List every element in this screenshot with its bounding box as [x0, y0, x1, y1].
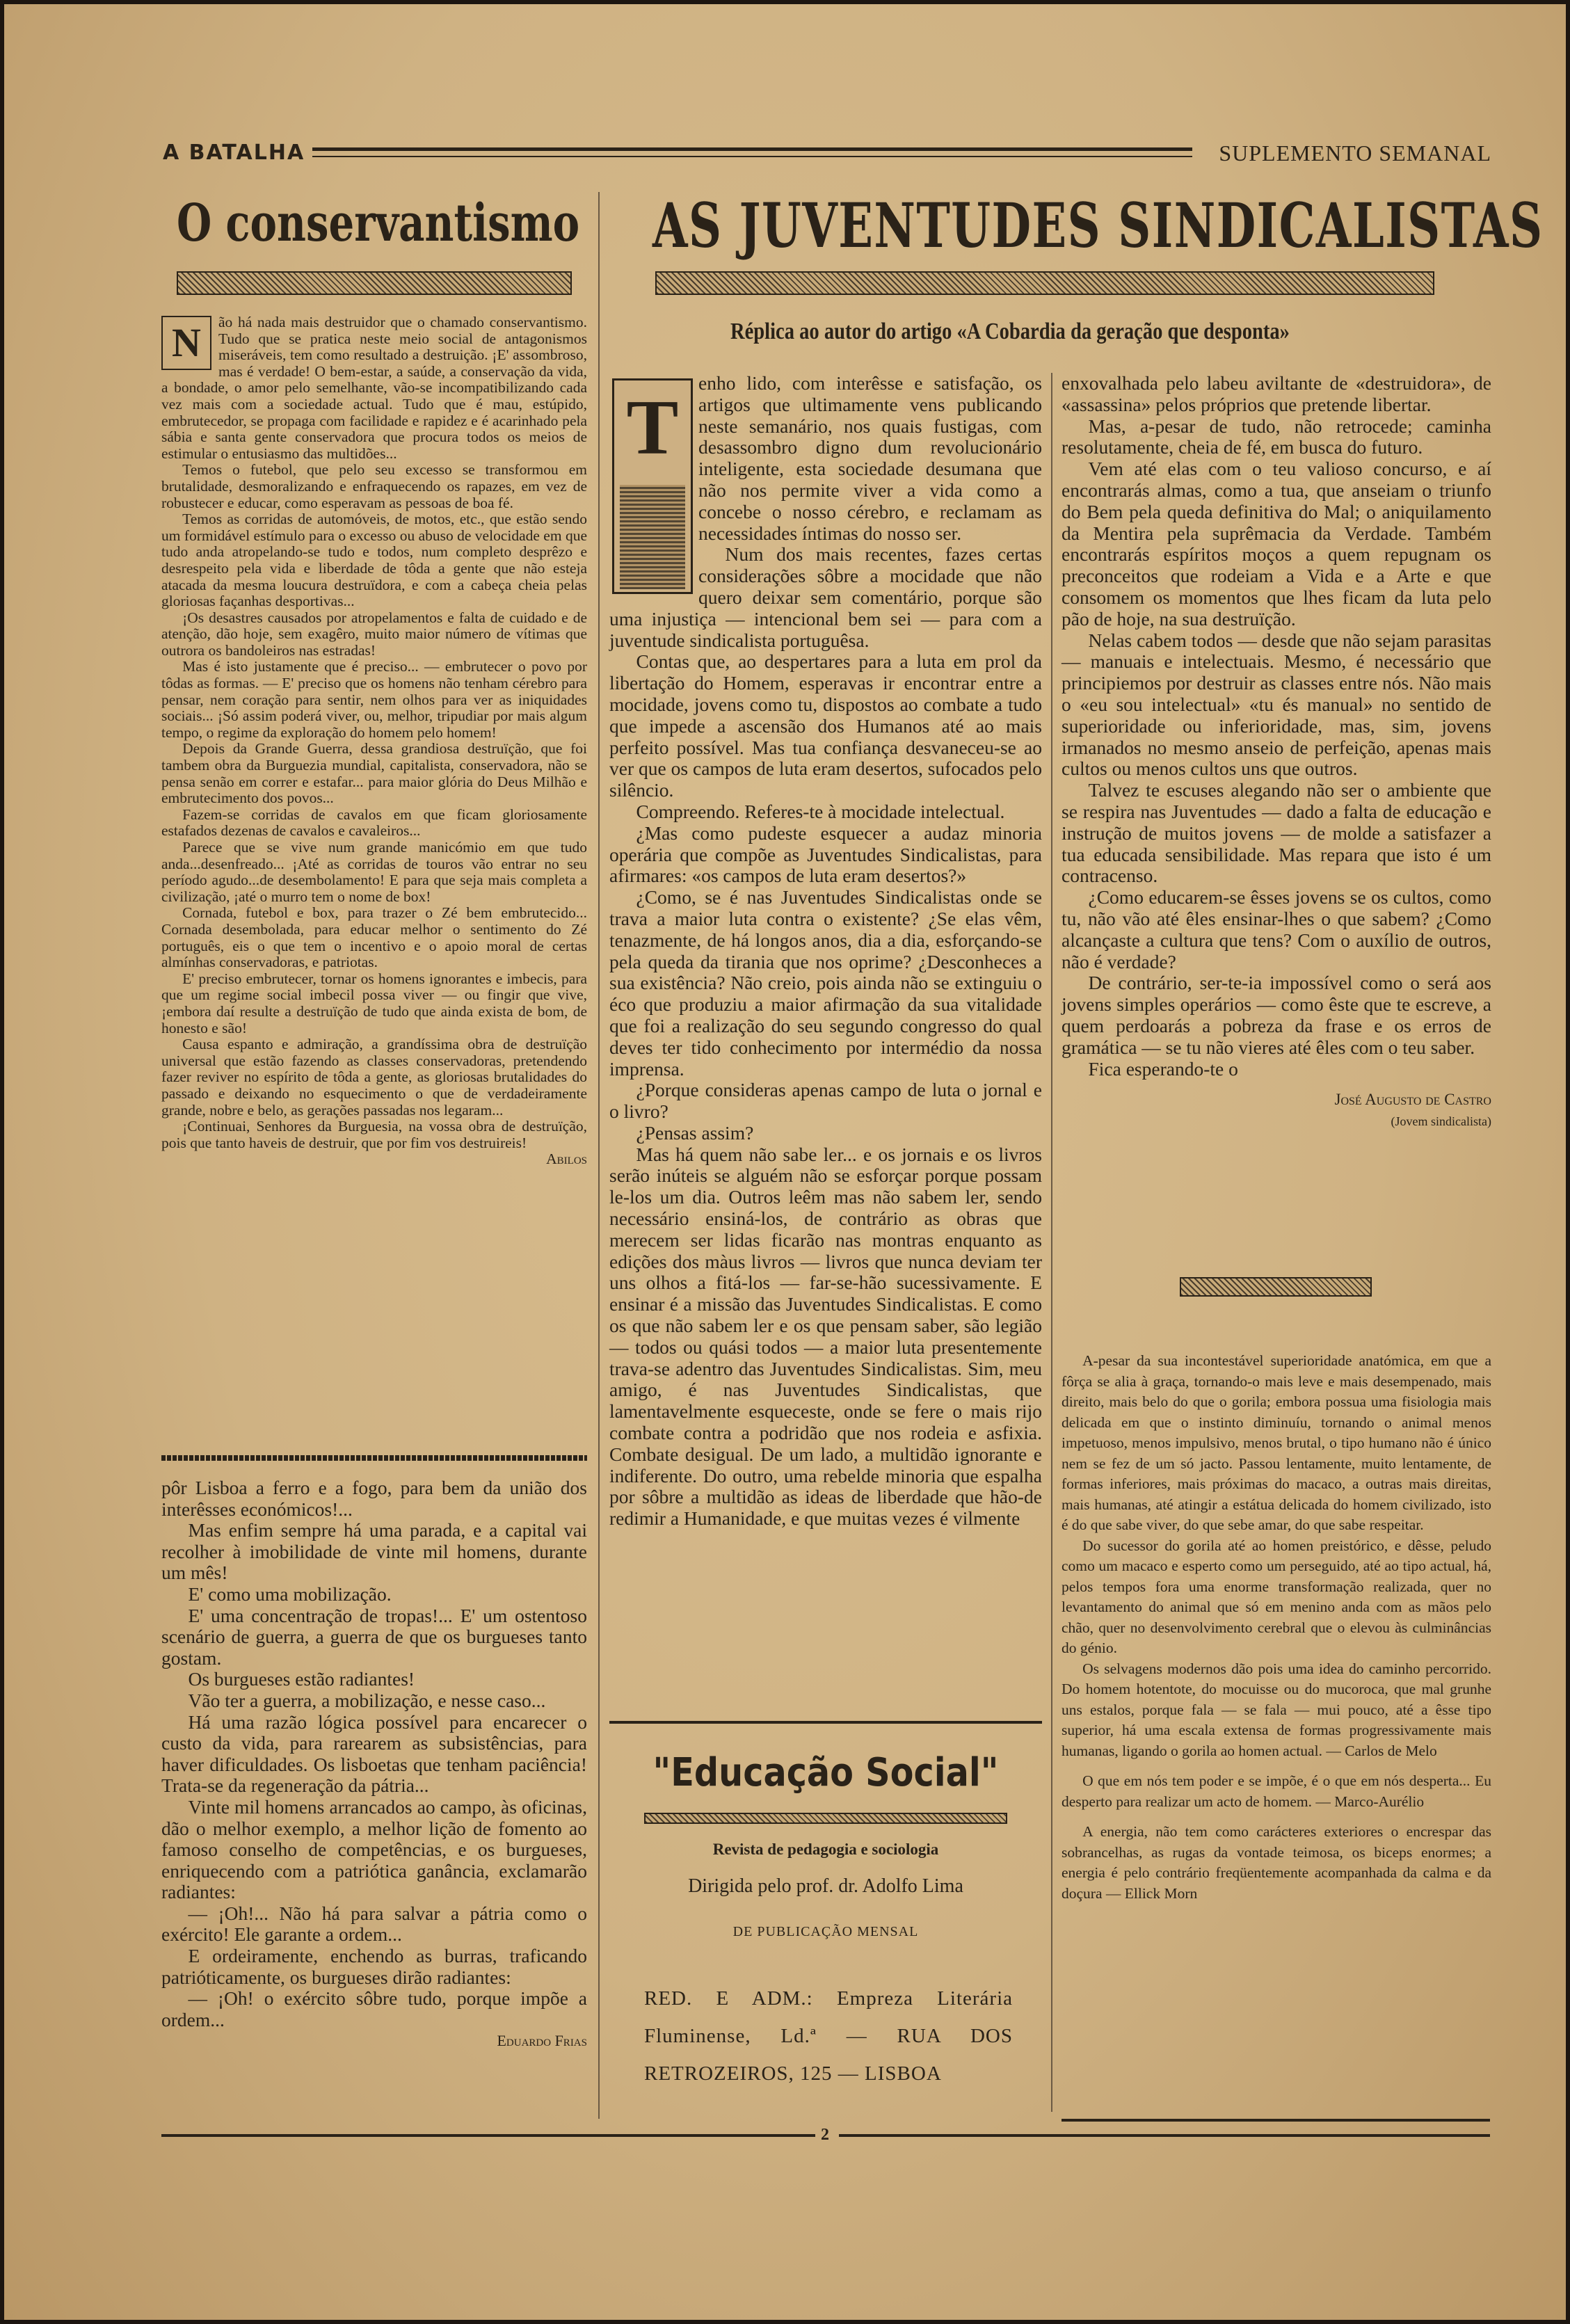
notes-section: [1062, 1351, 1491, 1904]
article3-title: AS JUVENTUDES SINDICALISTAS: [652, 189, 1544, 262]
note-paragraph: A-pesar da sua incontestável superioridade anatómica, em que a fôrça se alia à graça, tornando-o mais leve e mais desempenado, mais direito, mais belo do que o gorila; embora possua uma fisiologia mais delicada em que o instinto diminuíu, tornando o animal menos impetuoso, menos impulsivo, menos brutal, o tipo humano não é único nem se fez de um só jacto. Passou lentamente, muito lentamente, de formas inferiores, mais próximas do macaco, a outras mais direitas, mais humanas, até atingir a estátua delicada do homem civilizado, isto é do que sabe viver, do que sebe amar, do que sabe respeitar.: [1062, 1352, 1491, 1533]
page-number: 2: [821, 2126, 829, 2144]
advert-educacao-social: [609, 1722, 1042, 2112]
article2-paragraph: Mas enfim sempre há uma parada, e a capital vai recolher à imobilidade de vinte mil homens, durante um mês!: [161, 1519, 587, 1584]
article3-paragraph: De contrário, ser-te-ia impossível como o será aos jovens simples operários — como êste que te escreve, a quem perdoarás a pobreza da frase e os erros de gramática — se tu não vieres até êles com o teu saber.: [1062, 972, 1491, 1058]
article1-paragraph: Causa espanto e admiração, a grandíssima obra de destruïção universal que estão fazendo as classes conservadoras, pretendendo fazer reviver no espírito de tôda a gente, as gloriosas brutalidades do passado e deixando no esquecimento o que de verdadeiramente grande, nobre e belo, as gerações passadas nos legaram...: [161, 1036, 587, 1119]
article1-paragraph: ¡Continuai, Senhores da Burguesia, na vossa obra de destruïção, pois que tanto haveis de destruir, que por fim vos destruireis!: [161, 1118, 587, 1151]
article2-paragraph: E' como uma mobilização.: [188, 1582, 392, 1605]
note-paragraph: Os selvagens modernos dão pois uma idea do caminho percorrido. Do homem hotentote, do mocuisse ou do mucoroca, que mal grunhe uns estalos, porque fala — se fala — mui pouco, até a êsse tipo superior, há uma escala extensa de formas progressivamente mais humanas, ligando o gorila ao homen actual. — Carlos de Melo: [1062, 1660, 1491, 1759]
article3-subtitle: Réplica ao autor do artigo «A Cobardia da geração que desponta»: [730, 319, 1290, 344]
advert-title-ornament: [644, 1813, 1007, 1824]
article3-paragraph: Talvez te escuses alegando não ser o ambiente que se respira nas Juventudes — dado a falta de educação e instrução de muitos jovens — de molde a satisfazer a tua educada sensibilidade. Mas repara que isto é um contracenso.: [1062, 779, 1491, 887]
masthead-rule: [312, 147, 1192, 157]
note-paragraph: O que em nós tem poder e se impõe, é o que em nós desperta... Eu desperto para realizar um acto de homem. — Marco-Aurélio: [1062, 1772, 1491, 1810]
article3-paragraph: Num dos mais recentes, fazes certas considerações sôbre a mocidade que não quero deixar sem comentário, porque são uma injustiça — intencional bem sei — para com a juventude sindicalista portuguêsa.: [609, 543, 1042, 651]
article3-paragraph: Mas, a-pesar de tudo, não retrocede; caminha resolutamente, cheia de fé, em busca do futuro.: [1062, 415, 1491, 458]
article1-paragraph: ão há nada mais destruidor que o chamado conservantismo. Tudo que se pratica neste meio social de antagonismos miseráveis, tem como resultado a destruição. ¡E' assombroso, mas é verdade! O bem-estar, a saúde, a conservação da vida, a bondade, o amor pelo semelhante, vão-se incompatibilizando cada vez mais com a sociedade actual. Tudo que é mau, estúpido, embrutecedor, se propaga com facilidade e rapidez e é acarinhado pela sábia e santa gente conservadora que procura todos os meios de estimular o entusiasmo das multidões...: [161, 314, 587, 462]
article1-paragraph: E' preciso embrutecer, tornar os homens ignorantes e imbecis, para que um regime social imbecil possa viver — ou fingir que vive, ¡embora daí resulte a destruïção de tudo que ainda exista de bom, de honesto e são!: [161, 970, 587, 1036]
masthead-supplement: SUPLEMENTO SEMANAL: [1219, 141, 1491, 166]
article3-title-ornament: [655, 271, 1434, 295]
article1-paragraph: Cornada, futebol e box, para trazer o Zé bem embrutecido... Cornada desembolada, para educar melhor o sentimento do Zé português, eis o que tem o incentivo e o apoio moral de certas almínhas conservadoras, e patriotas.: [161, 904, 587, 971]
article3-signature-note: (Jovem sindicalista): [1391, 1114, 1491, 1129]
article2-paragraph: E ordeiramente, enchendo as burras, traficando patrióticamente, os burgueses dirão radiantes:: [161, 1945, 587, 1988]
article2-signature: Eduardo Frias: [497, 2032, 587, 2050]
article1-dropcap: N: [161, 316, 211, 370]
article3-dropcap: T: [626, 385, 679, 471]
article1-paragraph: Temos o futebol, que pelo seu excesso se transformou em brutalidade, desmoralizando e enfraquecendo os rapazes, em vez de robustecer e educar, como esperavam as pessoas de boa fé.: [161, 461, 587, 511]
article1-paragraph: Parece que se vive num grande manicómio em que tudo anda...desenfreado... ¡Até as corridas de touros vão entrar no seu período agudo...de desembolamento! E para que seja mais completa a civilização, ¡até o murro tem o nome de box!: [161, 839, 587, 905]
masthead: [163, 141, 1491, 168]
article2-paragraph: Vão ter a guerra, a mobilização, e nesse caso...: [188, 1689, 546, 1711]
article2-paragraph: Vinte mil homens arrancados ao campo, às oficinas, dão o melhor exemplo, a melhor lição de fomento ao famoso conselho de competências, e os burgueses, enriquecendo com a patriótica ganância, exclamarão radiantes:: [161, 1795, 587, 1903]
article3-paragraph: enho lido, com interêsse e satisfação, os artigos que ultimamente vens publicando neste semanário, nos quais fustigas, com desassombro digno dum revolucionário inteligente, esta sociedade desumana que não nos permite viver a vida como a concebe o nosso cérebro, e reclamam as necessidades íntimas do nosso ser.: [698, 372, 1042, 544]
article3-paragraph: ¿Como educarem-se êsses jovens se os cultos, como tu, não vão até êles ensinar-lhes o que sabem? ¿Como alcançaste a cultura que tens? Com o auxílio de outros, não é verdade?: [1062, 886, 1491, 972]
advert-frequency: DE PUBLICAÇÃO MENSAL: [732, 1924, 919, 1939]
article-separator: [161, 1455, 587, 1461]
masthead-title: A BATALHA: [163, 141, 305, 165]
advert-address: RED. E ADM.: Empreza Literária Fluminense, Ld.ª — RUA DOS RETROZEIROS, 125 — LISBOA: [644, 1987, 1013, 2085]
article1-paragraph: Mas é isto justamente que é preciso... — embrutecer o povo por tôdas as formas. — E' preciso que os homens não tenham cérebro para pensar, nem coração para sentir, nem olhos para ver as iniquidades sociais... ¡Só assim poderá viver, ou, melhor, tripudiar por mais algum tempo, o regime da exploração do homem pelo homem!: [161, 658, 587, 741]
footer-rule-right: [839, 2134, 1490, 2137]
article3-signature: José Augusto de Castro: [1334, 1091, 1491, 1109]
note-paragraph: A energia, não tem como carácteres exteriores o encrespar das sobrancelhas, as rugas da vontade teimosa, os biceps enormes; a energia é pelo contrário freqüentemente acompanhada da calma e da doçura — Ellick Morn: [1062, 1823, 1491, 1902]
article1-signature: Abilos: [546, 1151, 587, 1168]
article3-body-col2: [609, 373, 1042, 1530]
dropcap-spacer: [609, 373, 698, 598]
article2-paragraph: pôr Lisboa a ferro e a fogo, para bem da união dos interêsses económicos!...: [161, 1477, 587, 1520]
article3-paragraph: Mas há quem não sabe ler... e os jornais e os livros serão inúteis se alguém não se esforçar porque possam le-los um dia. Outros leêm mas não sabem ler, sendo necessário ensiná-los, de contrário as obras que merecem ser lidas ficarão nas montras enquanto as edições dos màus livros — livros que nunca deviam ter uns olhos a fitá-los — far-se-hão sucessivamente. E ensinar é a missão das Juventudes Sindicalistas. E como os que não sabem ler e os que pensam saber, são legião — todos ou quási todos — a maior luta presentemente trava-se adentro das Juventudes Sindicalistas. Sim, meu amigo, é nas Juventudes Sindicalistas, que lamentavelmente esqueceste, onde se fere o mais rijo combate contra a podridão que nos rodeia e asfixia. Combate desigual. De um lado, a multidão ignorante e indiferente. Do outro, uma rebelde minoria que espalha por sôbre a multidão as ideas de liberdade que hão-de redimir a Humanidade, e que muitas vezes é vilmente: [609, 1143, 1042, 1530]
article3-paragraph: Compreendo. Referes-te à mocidade intelectual.: [636, 800, 1005, 822]
article3-paragraph: Fica esperando-te o: [1088, 1057, 1238, 1080]
article3-paragraph: ¿Porque consideras apenas campo de luta o jornal e o livro?: [609, 1079, 1042, 1123]
article3-paragraph: Contas que, ao despertares para a luta em prol da libertação do Homem, esperavas ir encontrar entre a mocidade, jovens como tu, dispostos ao combate a tudo que impede a ascensão dos Humanos até ao mais perfeito possível. Mas tua confiança desvaneceu-se ao ver que os campos de luta eram desertos, sufocados pelo silêncio.: [609, 650, 1042, 801]
article1-paragraph: Depois da Grande Guerra, dessa grandiosa destruïção, que foi tambem obra da Burguezia mundial, capitalista, conservadora, não se pensa senão em correr e estafar... para maior glória do Deus Milhão e embrutecimento dos povos...: [161, 740, 587, 807]
notes-ornament: [1180, 1277, 1372, 1297]
article2-paragraph: E' uma concentração de tropas!... E' um ostentoso scenário de guerra, a guerra de que os burgueses tanto gostam.: [161, 1604, 587, 1669]
article2-paragraph: — ¡Oh!... Não há para salvar a pátria como o exército! Ele garante a ordem...: [161, 1902, 587, 1946]
footer-rule-right-top: [1062, 2119, 1490, 2122]
article3-body-col3: [1062, 373, 1491, 1132]
article1-paragraph: ¡Os desastres causados por atropelamentos e falta de cuidado e de atenção, dão hoje, sem exagêro, muito maior número de vítimas que outrora os bandoleiros nas estradas!: [161, 609, 587, 659]
article3-paragraph: Nelas cabem todos — desde que não sejam parasitas — manuais e intelectuais. Mesmo, é necessário que principiemos por destruir as classes entre nós. Não mais o «eu sou intelectual» «tu és manual» no sentido de superioridade ou inferioridade, mas, sim, jovens irmanados no mesmo anseio de perfeição, apenas mais cultos ou menos cultos uns que outros.: [1062, 629, 1491, 780]
article2-paragraph: Há uma razão lógica possível para encarecer o custo da vida, para rarearem as subsistências, para haver dificuldades. Os lisboetas que tenham paciência! Trata-se da regeneração da pátria...: [161, 1710, 587, 1797]
article1-paragraph: Fazem-se corridas de cavalos em que ficam gloriosamente estafados dezenas de cavalos e cavaleiros...: [161, 806, 587, 840]
article1-paragraph: Temos as corridas de automóveis, de motos, etc., que estão sendo um formidável estímulo para o excesso ou abuso de velocidade em que tudo anda atropelando-se tudo e todos, num completo desprêzo e desrespeito pela vida e liberdade de tôda a gente que não esteja atacada da mesma loucura destruïdora, e com a cabeça cheia pelas gloriosas façanhas desportivas...: [161, 511, 587, 610]
article3-paragraph: ¿Mas como pudeste esquecer a audaz minoria operária que compõe as Juventudes Sindicalistas, para afirmares: «os campos de luta eram desertos?»: [609, 822, 1042, 887]
article1-title: O conservantismo: [177, 193, 580, 253]
article2-paragraph: Os burgueses estão radiantes!: [188, 1668, 415, 1690]
article1-body: [161, 314, 587, 1168]
advert-subtitle: Revista de pedagogia e sociologia: [712, 1841, 939, 1858]
column-rule-right: [1051, 373, 1052, 2112]
advert-director: Dirigida pelo prof. dr. Adolfo Lima: [688, 1875, 963, 1897]
article2-paragraph: — ¡Oh! o exército sôbre tudo, porque impõe a ordem...: [161, 1987, 587, 2030]
article1-title-ornament: [177, 271, 572, 295]
article3-paragraph: ¿Como, se é nas Juventudes Sindicalistas onde se trava a maior luta contra o existente? ¿Se elas vêm, tenazmente, de há longos anos, dia a dia, esforçando-se pela queda da tirania que nos oprime? ¿Desconheces a sua existência? Não creio, pois ainda não se extinguiu o éco que produziu a maior afirmação da sua vitalidade que foi a realização do seu segundo congresso do qual deves ter tido conhecimento por intermédio da nossa imprensa.: [609, 886, 1042, 1080]
column-rule-left: [598, 192, 600, 2119]
note-paragraph: Do sucessor do gorila até ao homen preistórico, e dêsse, peludo como um macaco e esperto como um perseguido, até ao tipo actual, há, pelos tempos fora uma enorme transformação realizada, quer no levantamento do animal que só em menino anda com as mãos pelo chão, quer no desenvolvimento cerebral que o elevou às culminâncias do génio.: [1062, 1537, 1491, 1656]
article3-paragraph: Vem até elas com o teu valioso concurso, e aí encontrarás almas, como a tua, que anseiam o triunfo do Bem pela queda definitiva do Mal; o aniquilamento da Mentira pela suprêmacia da Verdade. Também encontrarás espíritos moços a quem repugnam os preconceitos que rodeiam a Vida e a Arte e que consomem os momentos que lhes ficam da luta pelo pão de hoje, na sua destruïção.: [1062, 458, 1491, 630]
advert-title: "Educação Social": [652, 1750, 999, 1795]
footer-rule-left: [161, 2134, 815, 2137]
article2-body: [161, 1477, 587, 2052]
article3-paragraph: ¿Pensas assim?: [636, 1121, 754, 1144]
article3-paragraph: enxovalhada pelo labeu aviltante de «destruidora», de «assassina» pelos próprios que pretende libertar.: [1062, 372, 1491, 415]
